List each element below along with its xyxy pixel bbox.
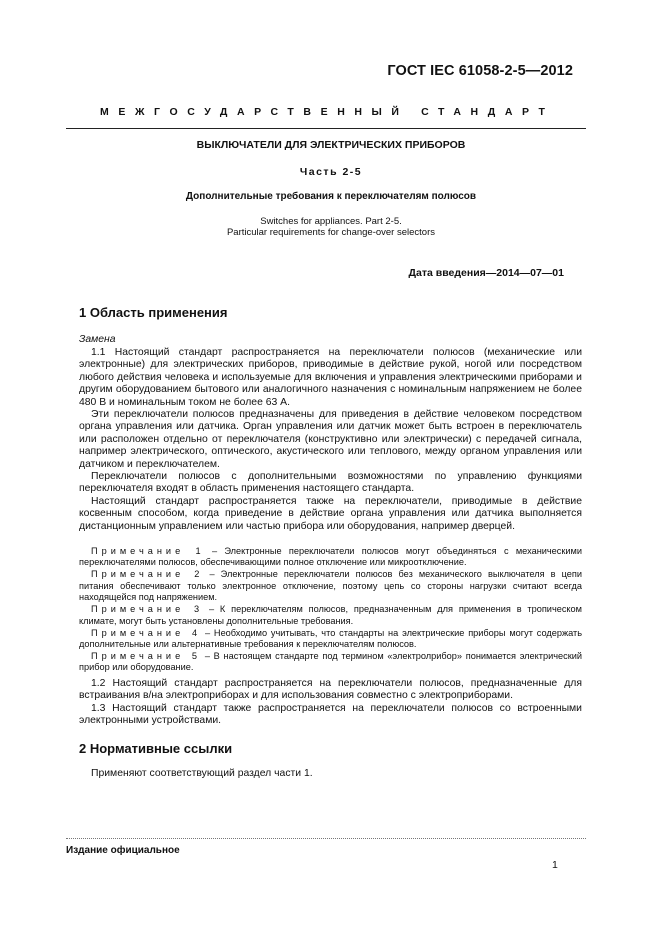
note-text: – В настоящем стандарте под термином «электролрибор» понимается электрический прибор или оборудование. (79, 651, 583, 673)
note-text: – К переключателям полюсов, предназначенным для применения в тропическом климате, могут быть установлены дополнительные требования. (79, 604, 582, 626)
note-2 (79, 569, 582, 603)
section-2-heading: 2 Нормативные ссылки (79, 741, 233, 756)
header-rule (66, 128, 586, 129)
official-edition-label: Издание официальное (66, 845, 180, 856)
note-text: – Необходимо учитывать, что стандарты на электрические приборы могут содержать дополнительные или альтернативные требования к переключателям полюсов. (79, 627, 582, 650)
note-4 (79, 628, 582, 651)
section-1-heading: 1 Область применения (79, 305, 228, 320)
section-2-text: Применяют соответствующий раздел части 1. (91, 768, 313, 779)
interstate-standard-banner: МЕЖГОСУДАРСТВЕННЫЙ СТАНДАРТ (100, 106, 555, 118)
english-title-line2: Particular requirements for change-over selectors (226, 227, 436, 238)
paragraph-1-2: 1.2 Настоящий стандарт распространяется на переключатели полюсов, предназначенные для встраивания в/на электроприборах и для использования совместно с электроприборами. (79, 678, 582, 702)
paragraph-purpose: Эти переключатели полюсов предназначены для приведения в действие человеком посредством органа управления или датчика. Орган управления или датчик может быть встроен в переключатель или расположен отдельно от переключателя (конструктивно или электрически) с передачей сигнала, например электрического, оптического, акустического или теплового, между органом управления или датчиком и переключателем. (79, 409, 582, 470)
replace-label: Замена (79, 334, 116, 345)
note-3 (79, 604, 582, 627)
document-subtitle: Дополнительные требования к переключателям полюсов (185, 191, 477, 202)
note-text: – Электронные переключатели полюсов без механического выключателя в цепи питания обеспечивают только электронное отключение, поэтому цепь со стороны нагрузки считают всегда находящейся под напряжением. (79, 569, 582, 603)
paragraph-indirect: Настоящий стандарт распространяется также на переключатели, приводимые в действие косвенным способом, когда приведение в действие органа управления или датчика выполняется дистанционным управлением или частью прибора или оборудования, например дверцей. (79, 495, 582, 532)
introduction-date: Дата введения—2014—07—01 (408, 267, 564, 279)
note-label: Примечание 3 (91, 604, 204, 615)
page-number: 1 (552, 859, 558, 871)
note-label: Примечание 5 (91, 651, 202, 662)
note-5 (79, 651, 582, 674)
note-label: Примечание 4 (91, 627, 202, 638)
section-1-closing (79, 678, 582, 728)
note-1 (79, 546, 582, 569)
english-title-line1: Switches for appliances. Part 2-5. (260, 216, 402, 227)
paragraph-additional: Переключатели полюсов с дополнительными возможностями по управлению функциями переключателя входят в область применения настоящего стандарта. (79, 471, 582, 495)
note-label: Примечание 2 (91, 569, 204, 580)
section-2-text-block (79, 768, 582, 780)
notes-block (79, 546, 582, 674)
document-title: ВЫКЛЮЧАТЕЛИ ДЛЯ ЭЛЕКТРИЧЕСКИХ ПРИБОРОВ (196, 139, 466, 151)
section-1-paragraphs (79, 347, 582, 533)
paragraph-1-1: 1.1 Настоящий стандарт распространяется на переключатели полюсов (механические или электронные) для электрических приборов, приводимые в действие рукой, ногой или посредством любого действия человека и используемые для включения и управления электрическими приборами и другим оборудованием бытового или аналогичного назначения с номинальным напряжением не более 480 В и номинальным током не более 63 А. (79, 347, 582, 408)
paragraph-1-3: 1.3 Настоящий стандарт также распространяется на переключатели полюсов со встроенными электронными устройствами. (79, 702, 582, 727)
note-text: – Электронные переключатели полюсов могут объединяться с механическими переключателями полюсов, обеспечивающими полное отключение или микроотключение. (79, 546, 582, 568)
gost-number: ГОСТ IEC 61058-2-5—2012 (387, 63, 573, 79)
footer-rule (66, 838, 586, 839)
note-label: Примечание 1 (91, 546, 205, 556)
part-number: Часть 2-5 (299, 166, 363, 178)
